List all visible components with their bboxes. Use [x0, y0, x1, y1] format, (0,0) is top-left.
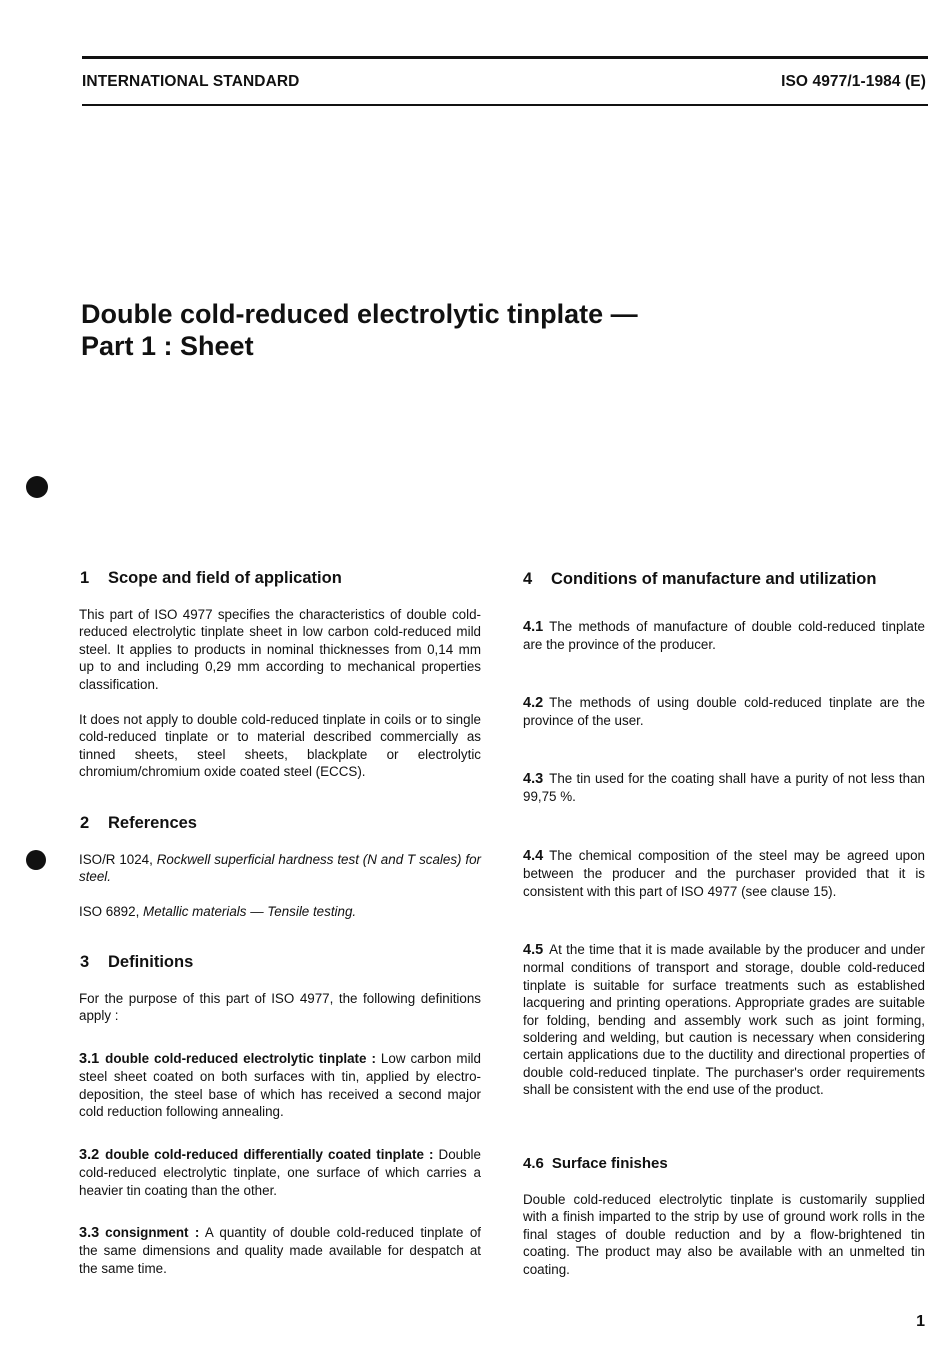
clause-4-5-text: At the time that it is made available by the producer and under normal conditions of transport and storage, double cold-reduced tinplate is suitable for surface treatments such as established lacquering and printing operations. Appropriate grades are suitable for folding, bending and assembly work such as joint forming, soldering and welding, but caution is necessary when considering certain applications due to the ductility and directional properties of double cold-reduced tinplate. The purchaser's order requirements shall be consistent with the end use of the product.	[523, 942, 925, 1098]
clause-4-6-title: Surface finishes	[551, 1155, 668, 1172]
clause-4-4-number: 4.4	[523, 848, 544, 864]
clause-4-4-text: The chemical composition of the steel may be agreed upon between the producer and the purchaser provided that it is consistent with this part of ISO 4977 (see clause 15).	[523, 848, 925, 899]
reference-1	[79, 851, 481, 886]
definition-3-1-number: 3.1	[79, 1051, 100, 1067]
clause-4-6-heading	[523, 1155, 668, 1172]
section-3-number: 3	[80, 953, 90, 971]
reference-2	[79, 903, 481, 920]
header-top-rule	[82, 56, 928, 59]
section-3-heading	[80, 953, 193, 972]
section-1-para-1	[79, 606, 481, 693]
section-4-number: 4	[523, 570, 533, 588]
clause-4-4	[523, 847, 925, 900]
definition-3-3-number: 3.3	[79, 1225, 100, 1241]
definition-3-3	[79, 1224, 481, 1277]
definition-3-3-term: consignment :	[105, 1225, 200, 1240]
clause-4-2-text: The methods of using double cold-reduced tinplate are the province of the user.	[523, 695, 925, 729]
section-1-para-1-text: This part of ISO 4977 specifies the characteristics of double cold-reduced electrolytic tinplate sheet in low carbon cold-reduced mild steel. It applies to products in nominal thicknesses from 0,14 mm up to and including 0,29 mm according to mechanical properties classification.	[79, 607, 481, 692]
reference-1-title: Rockwell superficial hardness test (N and T scales) for steel.	[79, 852, 481, 885]
section-4-title: Conditions of manufacture and utilization	[551, 570, 877, 588]
clause-4-1-number: 4.1	[523, 619, 544, 635]
section-2-title: References	[108, 814, 197, 832]
section-1-number: 1	[80, 569, 90, 587]
clause-4-5-number: 4.5	[523, 942, 544, 958]
clause-4-3-text: The tin used for the coating shall have a purity of not less than 99,75 %.	[523, 771, 925, 805]
definition-3-1	[79, 1050, 481, 1121]
section-4-heading	[523, 570, 876, 589]
document-title	[81, 298, 638, 362]
section-3-intro-text: For the purpose of this part of ISO 4977, the following definitions apply :	[79, 991, 481, 1024]
punch-hole-dot-2	[26, 850, 46, 870]
definition-3-1-term: double cold-reduced electrolytic tinplate :	[105, 1051, 376, 1066]
clause-4-2	[523, 694, 925, 730]
definition-3-2-number: 3.2	[79, 1147, 100, 1163]
header-left: INTERNATIONAL STANDARD	[82, 73, 300, 90]
section-1-heading	[80, 569, 342, 588]
clause-4-2-number: 4.2	[523, 695, 544, 711]
section-3-intro	[79, 990, 481, 1025]
section-1-para-2-text: It does not apply to double cold-reduced tinplate in coils or to single cold-reduced tinplate or to material described commercially as tinned sheets, steel sheets, blackplate or electrolytic chromium/chromium oxide coated steel (ECCS).	[79, 712, 481, 780]
clause-4-3	[523, 770, 925, 806]
clause-4-6	[523, 1191, 925, 1278]
clause-4-6-text: Double cold-reduced electrolytic tinplate is customarily supplied with a finish imparted to the strip by use of ground work rolls in the final stages of double reduction and by a flow-brightened tin coating. The product may also be available with an unmelted tin coating.	[523, 1192, 925, 1277]
title-line-2: Part 1 : Sheet	[81, 331, 254, 361]
definition-3-2	[79, 1146, 481, 1199]
clause-4-3-number: 4.3	[523, 771, 544, 787]
clause-4-1-text: The methods of manufacture of double cold-reduced tinplate are the province of the producer.	[523, 619, 925, 653]
section-2-heading	[80, 814, 197, 833]
page-number: 1	[916, 1313, 925, 1330]
header-right: ISO 4977/1-1984 (E)	[781, 73, 926, 90]
definition-3-2-text: Double cold-reduced electrolytic tinplate, one surface of which carries a heavier tin coating than the other.	[79, 1147, 481, 1198]
definition-3-1-text: Low carbon mild steel sheet coated on both surfaces with tin, applied by electro-deposition, the steel base of which has received a second major cold reduction following annealing.	[79, 1051, 481, 1120]
section-1-title: Scope and field of application	[108, 569, 342, 587]
section-3-title: Definitions	[108, 953, 194, 971]
title-line-1: Double cold-reduced electrolytic tinplate —	[81, 299, 638, 329]
reference-1-code: ISO/R 1024,	[79, 852, 153, 867]
clause-4-1	[523, 618, 925, 654]
section-1-para-2	[79, 711, 481, 781]
clause-4-6-number: 4.6	[523, 1155, 544, 1172]
header-bottom-rule	[82, 104, 928, 106]
punch-hole-dot-1	[26, 476, 48, 498]
clause-4-5	[523, 941, 925, 1099]
section-2-number: 2	[80, 814, 90, 832]
reference-2-title: Metallic materials — Tensile testing.	[143, 904, 357, 919]
reference-2-code: ISO 6892,	[79, 904, 140, 919]
definition-3-2-term: double cold-reduced differentially coated tinplate :	[105, 1147, 434, 1162]
definition-3-3-text: A quantity of double cold-reduced tinplate of the same dimensions and quality made available for despatch at the same time.	[79, 1225, 481, 1276]
